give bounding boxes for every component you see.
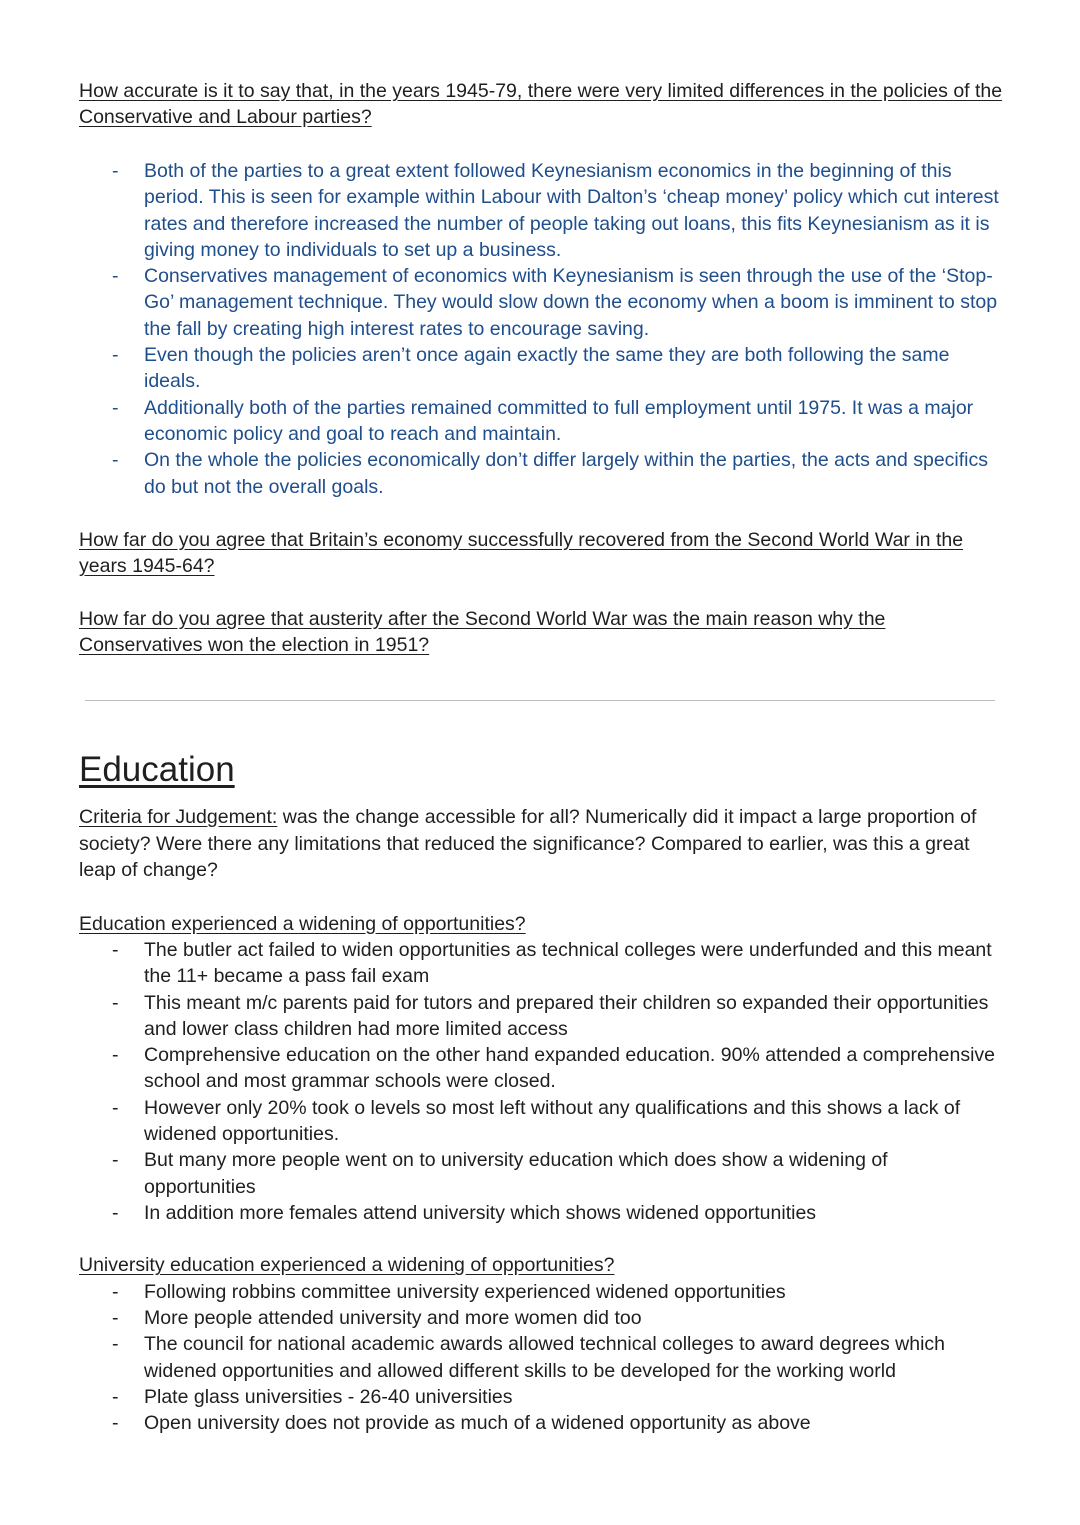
list-item: - Conservatives management of economics with Keynesianism is seen through the use of the ‘Stop-Go’ management technique. They would slow down the economy when a boom is imminent to stop the fall by creating high interest rates to encourage saving. (79, 263, 1004, 342)
subquestion-education: Education experienced a widening of opportunities? (79, 912, 526, 935)
criteria-lead: Criteria for Judgement: (79, 806, 278, 828)
list-item: - However only 20% took o levels so most left without any qualifications and this shows a lack of widened opportunities. (79, 1095, 1004, 1148)
list-item: - Open university does not provide as much of a widened opportunity as above (79, 1410, 1004, 1436)
criteria-text: was the change accessible for all? Numerically did it impact a large proportion of society? Were there any limitations that reduced the significance? Compared to earlier, was this a great leap of change? (79, 806, 977, 881)
list-item: - But many more people went on to university education which does show a widening of opportunities (79, 1147, 1004, 1200)
answer-points-list (79, 158, 1004, 500)
list-item: - Comprehensive education on the other hand expanded education. 90% attended a comprehensive school and most grammar schools were closed. (79, 1042, 1004, 1095)
horizontal-divider (85, 700, 995, 701)
list-item: - This meant m/c parents paid for tutors and prepared their children so expanded their opportunities and lower class children had more limited access (79, 990, 1004, 1043)
question-keynesian-policies: How accurate is it to say that, in the years 1945-79, there were very limited differences in the policies of the Conservative and Labour parties? (79, 80, 1003, 128)
spacer (79, 1226, 1004, 1252)
list-item: - Even though the policies aren’t once again exactly the same they are both following the same ideals. (79, 342, 1004, 395)
question-austerity-election: How far do you agree that austerity after the Second World War was the main reason why the Conservatives won the election in 1951? (79, 607, 886, 656)
list-item: - Additionally both of the parties remained committed to full employment until 1975. It was a major economic policy and goal to reach and maintain. (79, 395, 1004, 448)
politics-section (79, 78, 1004, 658)
question-economy-recovery: How far do you agree that Britain’s economy successfully recovered from the Second World War in the years 1945-64? (79, 528, 964, 577)
section-heading: Education (79, 750, 235, 789)
criteria-paragraph (79, 804, 1004, 884)
education-section (79, 748, 1004, 1437)
university-points-list (79, 1279, 1004, 1437)
subquestion-university: University education experienced a widening of opportunities? (79, 1254, 615, 1277)
list-item: - The council for national academic awards allowed technical colleges to award degrees which widened opportunities and allowed different skills to be developed for the working world (79, 1331, 1004, 1384)
list-item: - In addition more females attend university which shows widened opportunities (79, 1200, 1004, 1226)
education-points-list (79, 937, 1004, 1226)
list-item: - More people attended university and more women did too (79, 1305, 1004, 1331)
list-item: - The butler act failed to widen opportunities as technical colleges were underfunded and this meant the 11+ became a pass fail exam (79, 937, 1004, 990)
list-item: - Both of the parties to a great extent followed Keynesianism economics in the beginning of this period. This is seen for example within Labour with Dalton’s ‘cheap money’ policy which cut interest rates and therefore increased the number of people taking out loans, this fits Keynesianism as it is giving money to individuals to set up a business. (79, 158, 1004, 263)
list-item: - Plate glass universities - 26-40 universities (79, 1384, 1004, 1410)
list-item: - Following robbins committee university experienced widened opportunities (79, 1279, 1004, 1305)
list-item: - On the whole the policies economically don’t differ largely within the parties, the acts and specifics do but not the overall goals. (79, 447, 1004, 500)
